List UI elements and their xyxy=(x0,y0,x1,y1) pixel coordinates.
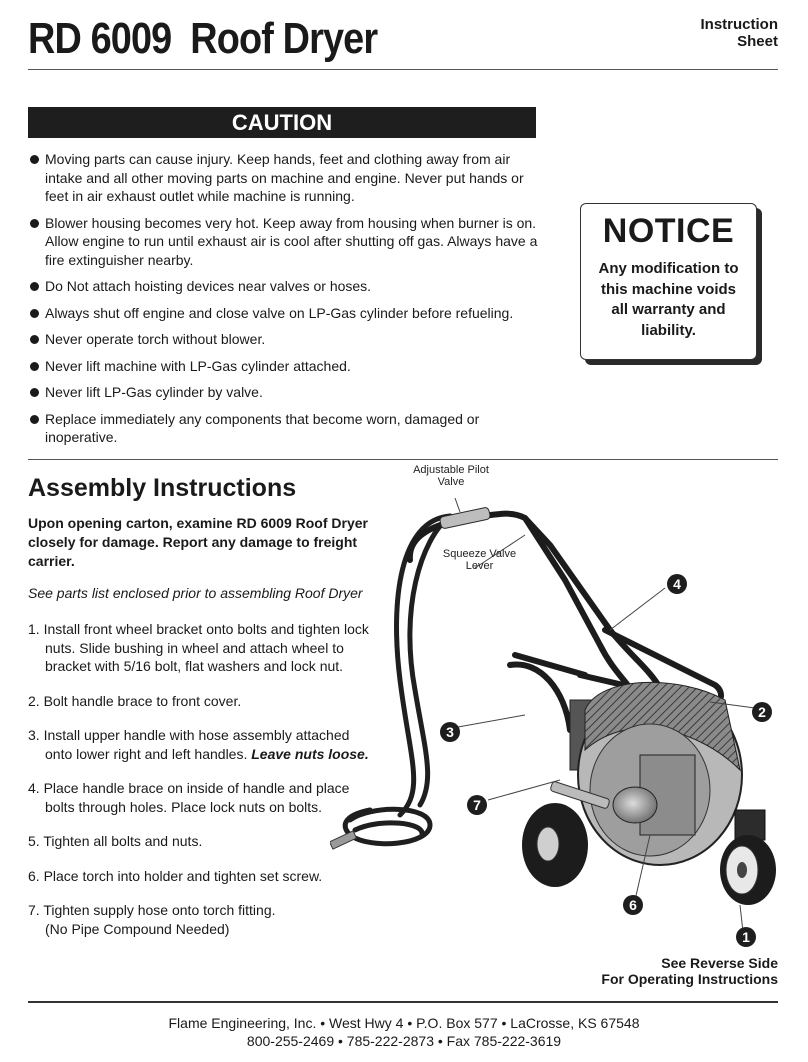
callout-4: 4 xyxy=(667,574,687,594)
reverse-note-line1: See Reverse Side xyxy=(661,955,778,971)
assembly-step: 6. Place torch into holder and tighten set screw. xyxy=(28,867,323,884)
caution-item: Never lift machine with LP-Gas cylinder attached. xyxy=(28,357,548,376)
label-pilot-line2: Valve xyxy=(437,476,465,488)
assembly-step: 1. Install front wheel bracket onto bolts and tighten lock nuts. Slide bushing in wheel and attach wheel to bracket with 5/16 bolt, flat washers and lock nut. xyxy=(28,621,369,674)
caution-item: Always shut off engine and close valve on LP-Gas cylinder before refueling. xyxy=(28,304,548,323)
assembly-heading: Assembly Instructions xyxy=(28,474,297,502)
assembly-step-3-emphasis: Leave nuts loose. xyxy=(251,745,369,762)
caution-item: Moving parts can cause injury. Keep hands, feet and clothing away from air intake and all other moving parts on machine and engine. Never put hands or feet in air exhaust outlet while machine is running. xyxy=(28,150,548,206)
front-wheel xyxy=(720,835,776,905)
caution-item: Never operate torch without blower. xyxy=(28,330,548,349)
footer-address: Flame Engineering, Inc. • West Hwy 4 • P.O. Box 577 • LaCrosse, KS 67548 xyxy=(168,1015,640,1031)
callout-3: 3 xyxy=(440,722,460,742)
pilot-valve-body xyxy=(439,507,490,529)
document-type xyxy=(701,16,779,50)
hose-fitting xyxy=(330,831,356,849)
assembly-step: 4. Place handle brace on inside of handle and place bolts through holes. Place lock nuts on bolts. xyxy=(28,780,350,815)
assembly-step: 5. Tighten all bolts and nuts. xyxy=(28,833,203,849)
torch-burner xyxy=(613,787,657,823)
rear-wheel xyxy=(522,803,588,887)
reverse-side-note xyxy=(601,955,778,987)
caution-item: Blower housing becomes very hot. Keep away from housing when burner is on. Allow engine to run until exhaust air is cool after shutting off gas. Always have a fire extinguisher nearby. xyxy=(28,214,548,270)
caution-item: Never lift LP-Gas cylinder by valve. xyxy=(28,383,548,402)
page-title xyxy=(28,14,377,64)
callout-2: 2 xyxy=(752,702,772,722)
notice-box xyxy=(580,203,757,360)
caution-heading: CAUTION xyxy=(28,107,536,138)
label-squeeze-line1: Squeeze Valve xyxy=(442,548,517,560)
assembly-note: See parts list enclosed prior to assembling Roof Dryer xyxy=(28,585,363,601)
assembly-step-3-text: 3. Install upper handle with hose assembly attached onto lower right and left handles. xyxy=(28,727,350,762)
document-type-line2: Sheet xyxy=(737,33,778,50)
label-adjustable-pilot-valve xyxy=(400,464,502,488)
caution-item: Replace immediately any components that become worn, damaged or inoperative. xyxy=(28,410,548,447)
footer-divider xyxy=(28,1001,778,1003)
assembly-intro: Upon opening carton, examine RD 6009 Roof Dryer closely for damage. Report any damage to freight carrier. xyxy=(28,515,368,569)
callout-1: 1 xyxy=(736,927,756,947)
roof-dryer-diagram xyxy=(330,460,800,950)
assembly-step xyxy=(28,901,378,938)
caution-item: Do Not attach hoisting devices near valves or hoses. xyxy=(28,277,548,296)
assembly-step-7-note: (No Pipe Compound Needed) xyxy=(45,920,230,937)
callout-7: 7 xyxy=(467,795,487,815)
callout-6: 6 xyxy=(623,895,643,915)
notice-text: Any modification to this machine voids all warranty and liability. xyxy=(598,260,739,339)
label-squeeze-valve-lever xyxy=(432,548,527,572)
footer-phone: 800-255-2469 • 785-222-2873 • Fax 785-222-3619 xyxy=(246,1033,562,1049)
assembly-steps xyxy=(28,620,378,954)
document-type-line1: Instruction xyxy=(700,16,778,33)
title-product-name: Roof Dryer xyxy=(190,14,378,63)
assembly-step xyxy=(28,726,378,763)
assembly-step-7-text: 7. Tighten supply hose onto torch fitting. xyxy=(28,902,276,918)
notice-title: NOTICE xyxy=(602,212,735,250)
caution-list xyxy=(28,150,548,455)
label-pilot-line1: Adjustable Pilot xyxy=(413,464,489,476)
reverse-note-line2: For Operating Instructions xyxy=(601,971,778,987)
header-divider xyxy=(28,69,778,70)
label-squeeze-line2: Lever xyxy=(465,560,494,572)
title-model: RD 6009 xyxy=(28,14,172,63)
footer xyxy=(0,1014,808,1050)
assembly-step xyxy=(28,692,378,711)
assembly-step-2-text: 2. Bolt handle brace to front cover. xyxy=(28,692,242,709)
